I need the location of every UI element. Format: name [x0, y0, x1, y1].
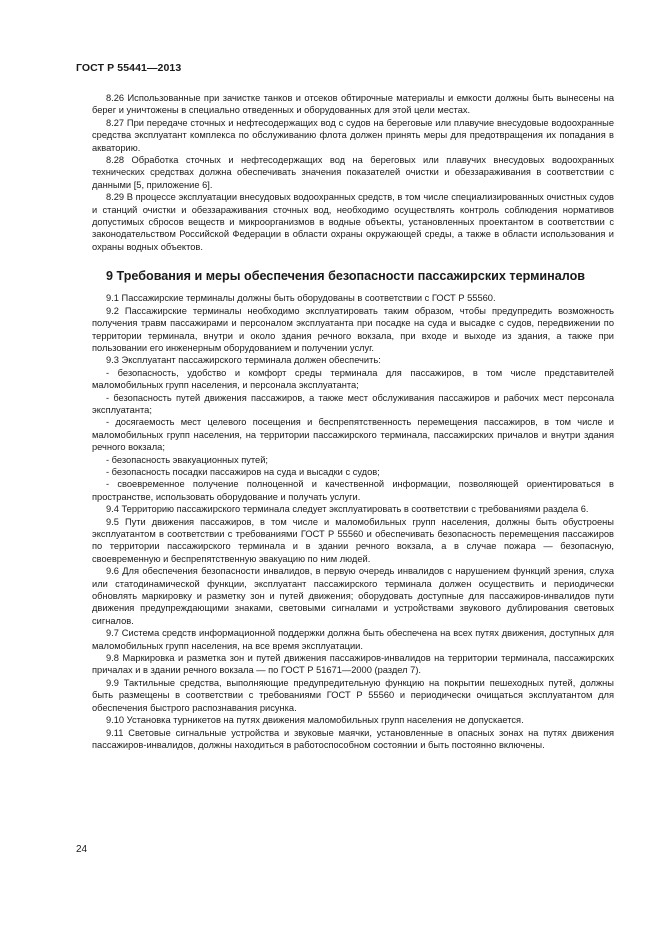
paragraph-9-3: 9.3 Эксплуатант пассажирского терминала должен обеспечить:: [106, 355, 381, 366]
paragraph-9-2: 9.2 Пассажирские терминалы необходимо эксплуатировать таким образом, чтобы предупредить возможность получения травм пассажирами и персоналом эксплуатанта при посадке на суда и высадке с судов, передвижении по территории терминала, внутри и около здания речного вокзала, при входе и выходе из здания, а также при пользовании его инженерным оборудованием и получении услуг.: [92, 305, 614, 353]
list-item: - безопасность эвакуационных путей;: [106, 454, 268, 465]
paragraph-8-28: 8.28 Обработка сточных и нефтесодержащих вод на береговых или плавучих внесудовых водоохранных технических средствах должна обеспечивать значения показателей очистки и обеззараживания в соответствии с данными [5, приложение 6].: [92, 155, 614, 190]
list-item: - безопасность посадки пассажиров на суда и высадки с судов;: [106, 466, 380, 477]
list-item: - безопасность, удобство и комфорт среды терминала для пассажиров, в том числе представителей маломобильных групп населения, и персонала эксплуатанта;: [92, 367, 614, 391]
paragraph-9-4: 9.4 Территорию пассажирского терминала следует эксплуатировать в соответствии с требованиями раздела 6.: [106, 504, 589, 515]
paragraph-9-6: 9.6 Для обеспечения безопасности инвалидов, в первую очередь инвалидов с нарушением функций зрения, слуха или статодинамической функции, эксплуатант пассажирского терминала должен осуществить и периодически обновлять маркировку и разметку зон и путей движения; оборудовать доступные для пассажиров-инвалидов пути движения предупреждающими знаками, световыми сигналами и устройствами звукового дублирования световых сигналов.: [92, 566, 614, 626]
list-item: - досягаемость мест целевого посещения и беспрепятственность перемещения пассажиров, в том числе и маломобильных групп населения, на территории пассажирского терминала, пассажирских причалов и внутри здания речного вокзала;: [92, 417, 614, 453]
paragraph-9-10: 9.10 Установка турникетов на путях движения маломобильных групп населения не допускается.: [106, 715, 524, 726]
paragraph-9-7: 9.7 Система средств информационной поддержки должна быть обеспечена на всех путях движения, доступных для маломобильных групп населения, на все время эксплуатации.: [92, 628, 614, 651]
list-item: - безопасность путей движения пассажиров, а также мест обслуживания пассажиров и рабочих мест персонала эксплуатанта;: [92, 392, 614, 415]
paragraph-8-27: 8.27 При передаче сточных и нефтесодержащих вод с судов на береговые или плавучие внесудовые водоохранные средства эксплуатант комплекса по обслуживанию флота должен принять меры для предотвращения их попадания в акваторию.: [92, 117, 614, 153]
section-title: 9 Требования и меры обеспечения безопасности пассажирских терминалов: [106, 269, 586, 284]
paragraph-9-1: 9.1 Пассажирские терминалы должны быть оборудованы в соответствии с ГОСТ Р 55560.: [106, 293, 496, 304]
page-number: 24: [76, 844, 88, 855]
document-header: ГОСТ Р 55441—2013: [76, 62, 182, 74]
paragraph-9-11: 9.11 Световые сигнальные устройства и звуковые маячки, установленные в опасных зонах на путях движения пассажиров-инвалидов, должны находиться в работоспособном состоянии и быть постоянно включены.: [92, 727, 614, 750]
paragraph-9-8: 9.8 Маркировка и разметка зон и путей движения пассажиров-инвалидов на территории терминала, пассажирских причалах и в здании речного вокзала — по ГОСТ Р 51671—2000 (раздел 7).: [92, 653, 614, 676]
list-item: - своевременное получение полноценной и качественной информации, позволяющей ориентироваться в пространстве, использовать оборудование и получать услуги.: [92, 479, 614, 502]
paragraph-9-9: 9.9 Тактильные средства, выполняющие предупредительную функцию на покрытии пешеходных путей, должны быть размещены в соответствии с требованиями ГОСТ Р 55560 и периодически очищаться эксплуатантом для обеспечения быстрого распознавания рисунка.: [92, 677, 614, 713]
paragraph-9-5: 9.5 Пути движения пассажиров, в том числе и маломобильных групп населения, должны быть обустроены эксплуатантом в соответствии с требованиями ГОСТ Р 55560 и обеспечивать безопасность перемещения пассажиров по территории пассажирского терминала и в здании речного вокзала, а в случае пожара — безопасную, своевременную и беспрепятственную эвакуацию по ним людей.: [92, 516, 614, 564]
paragraph-8-26: 8.26 Использованные при зачистке танков и отсеков обтирочные материалы и емкости должны быть вынесены на берег и уничтожены в специально отведенных и оборудованных для этой цели местах.: [92, 93, 614, 116]
page-body: [92, 92, 614, 751]
paragraph-8-29: 8.29 В процессе эксплуатации внесудовых водоохранных средств, в том числе специализированных очистных судов и станций очистки и обеззараживания сточных вод, необходимо осуществлять контроль соблюдения нормативов допустимых сбросов веществ и микроорганизмов в водные объекты, установленных проектантом в соответствии с законодательством Российской Федерации в области охраны окружающей среды, а также в области использования и охраны водных объектов.: [92, 192, 614, 252]
